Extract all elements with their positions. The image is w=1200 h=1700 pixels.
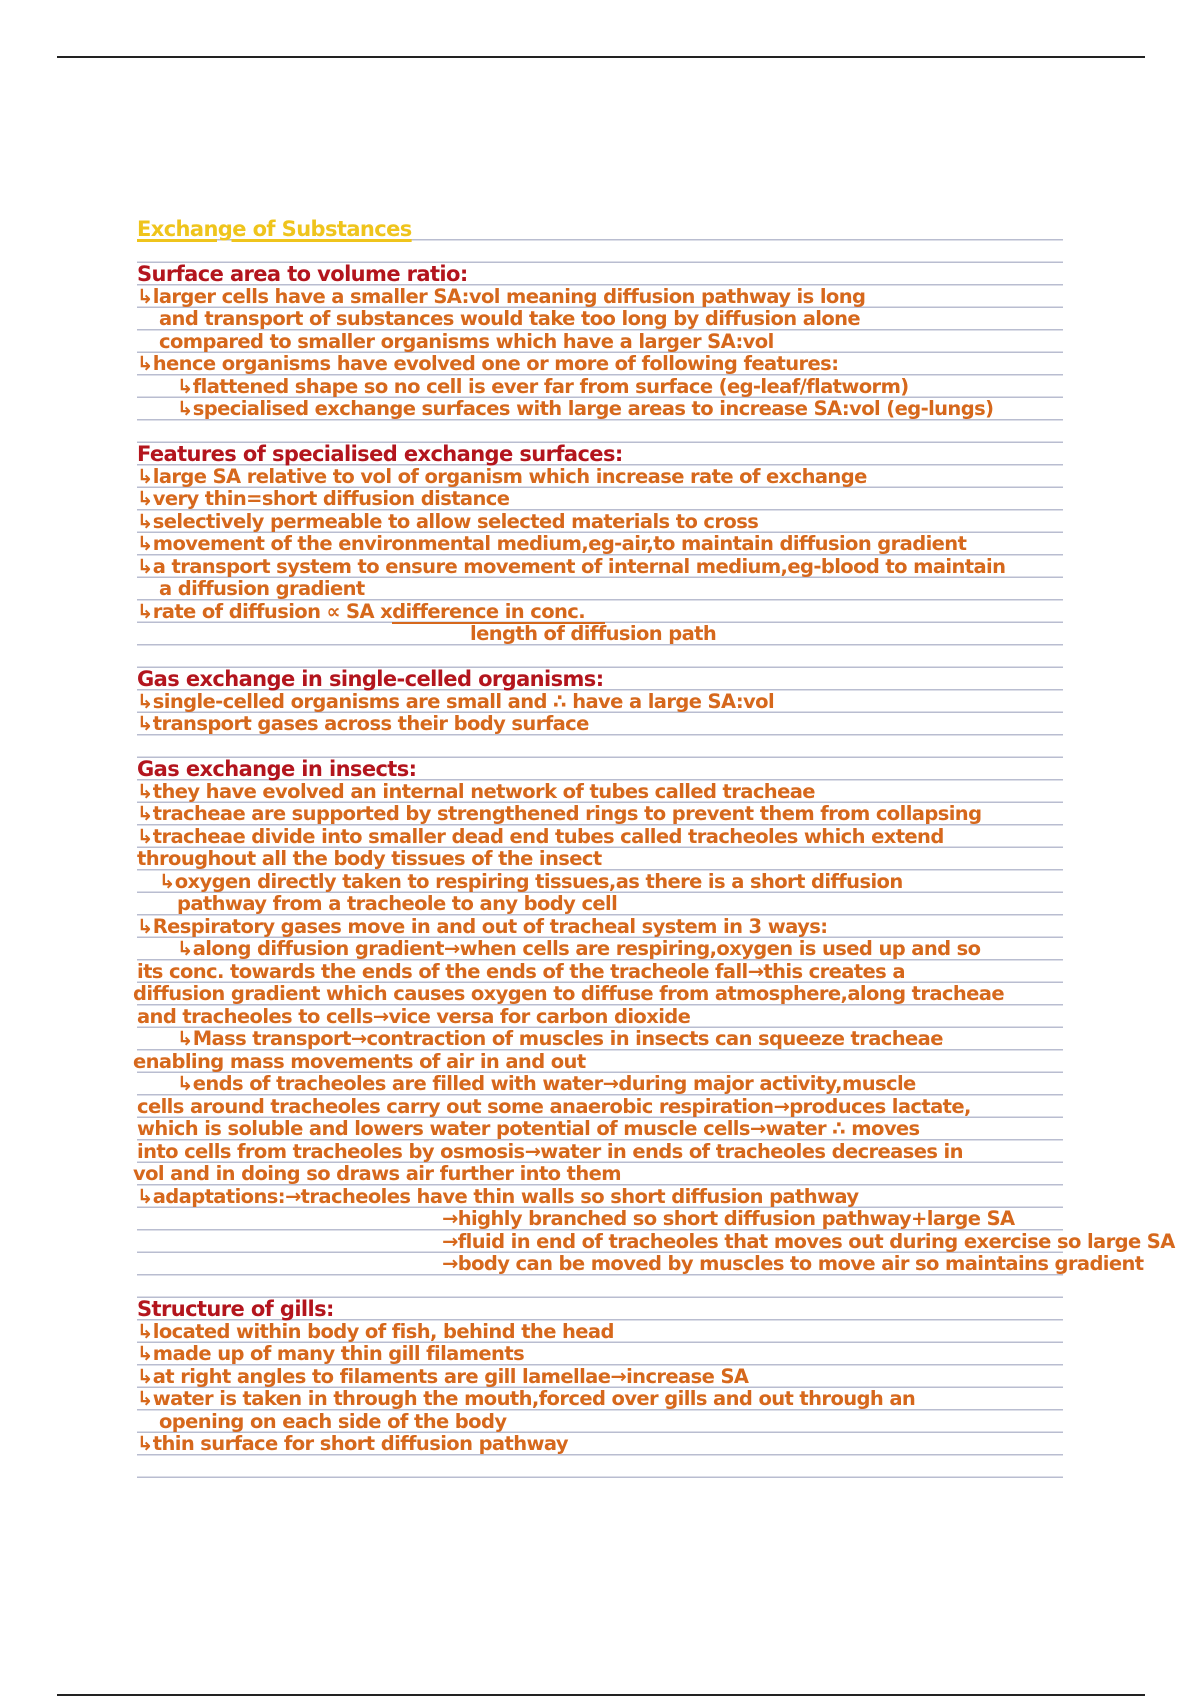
note-line: diffusion gradient which causes oxygen to diffuse from atmosphere,along tracheae	[133, 982, 1004, 1005]
note-line: →body can be moved by muscles to move air so maintains gradient	[442, 1252, 1144, 1275]
section-heading-sa-vol: Surface area to volume ratio:	[137, 262, 468, 286]
note-line: ↳a transport system to ensure movement of internal medium,eg-blood to maintain	[137, 554, 1006, 578]
note-line: ↳ends of tracheoles are filled with water→during major activity,muscle	[177, 1072, 916, 1095]
note-line: vol and in doing so draws air further into them	[133, 1162, 622, 1185]
section-heading-gills: Structure of gills:	[137, 1297, 334, 1321]
note-line: compared to smaller organisms which have a larger SA:vol	[159, 329, 774, 353]
blank-line	[137, 736, 1097, 759]
blank-line	[137, 1276, 1097, 1299]
note-line: ↳along diffusion gradient→when cells are respiring,oxygen is used up and so	[177, 937, 981, 960]
blank-line	[137, 421, 1097, 444]
formula-denominator: length of diffusion path	[470, 622, 717, 645]
formula-numerator-line	[137, 601, 1097, 624]
note-line: ↳larger cells have a smaller SA:vol meaning diffusion pathway is long	[137, 284, 866, 308]
note-line: ↳very thin=short diffusion distance	[137, 487, 510, 510]
note-line: →fluid in end of tracheoles that moves out during exercise so large SA	[442, 1229, 1175, 1253]
note-line: ↳Respiratory gases move in and out of tracheal system in 3 ways:	[137, 914, 828, 938]
formula-prefix: ↳rate of diffusion ∝ SA x	[137, 599, 393, 623]
note-line: ↳transport gases across their body surface	[137, 712, 589, 735]
note-line: ↳water is taken in through the mouth,forced over gills and out through an	[137, 1387, 916, 1410]
note-line: ↳at right angles to filaments are gill lamellae→increase SA	[137, 1364, 749, 1388]
note-line: ↳located within body of fish, behind the head	[137, 1319, 614, 1343]
note-line: ↳large SA relative to vol of organism which increase rate of exchange	[137, 464, 867, 488]
note-line: throughout all the body tissues of the insect	[137, 847, 602, 870]
note-line: ↳they have evolved an internal network of tubes called tracheae	[137, 779, 815, 803]
note-line: ↳Mass transport→contraction of muscles in insects can squeeze tracheae	[177, 1027, 943, 1050]
lined-notebook-page	[133, 217, 1175, 1482]
note-line: its conc. towards the ends of the ends of the tracheole fall→this creates a	[137, 959, 905, 983]
notes-content	[133, 217, 1175, 1456]
note-line: ↳oxygen directly taken to respiring tissues,as there is a short diffusion	[159, 869, 903, 893]
note-line: cells around tracheoles carry out some anaerobic respiration→produces lactate,	[137, 1094, 971, 1118]
blank-line	[137, 241, 1097, 264]
note-line: ↳single-celled organisms are small and ∴ have a large SA:vol	[137, 689, 775, 713]
note-line: ↳movement of the environmental medium,eg-air,to maintain diffusion gradient	[137, 532, 967, 555]
note-line: ↳selectively permeable to allow selected materials to cross	[137, 509, 759, 533]
page-title: Exchange of Substances	[137, 217, 412, 241]
note-line: ↳adaptations:→tracheoles have thin walls so short diffusion pathway	[137, 1184, 859, 1208]
note-line: enabling mass movements of air in and out	[133, 1049, 586, 1073]
section-heading-insects: Gas exchange in insects:	[137, 757, 417, 781]
note-line: and tracheoles to cells→vice versa for carbon dioxide	[137, 1004, 691, 1028]
note-line: and transport of substances would take too long by diffusion alone	[159, 307, 861, 330]
note-line: ↳tracheae divide into smaller dead end tubes called tracheoles which extend	[137, 824, 944, 848]
note-line: pathway from a tracheole to any body cell	[177, 892, 618, 915]
note-line: ↳tracheae are supported by strengthened rings to prevent them from collapsing	[137, 802, 982, 825]
note-line: ↳hence organisms have evolved one or more of following features:	[137, 352, 839, 375]
section-heading-exchange-surfaces: Features of specialised exchange surfaces:	[137, 442, 623, 466]
note-line: ↳flattened shape so no cell is ever far from surface (eg-leaf/flatworm)	[177, 374, 909, 398]
page-top-rule	[57, 56, 1145, 58]
section-heading-single-celled: Gas exchange in single-celled organisms:	[137, 667, 604, 691]
note-line: ↳made up of many thin gill filaments	[137, 1342, 525, 1365]
formula-numerator: difference in conc.	[392, 602, 605, 624]
note-line: ↳thin surface for short diffusion pathway	[137, 1432, 568, 1455]
blank-line	[137, 646, 1097, 669]
note-line: which is soluble and lowers water potential of muscle cells→water ∴ moves	[137, 1117, 920, 1140]
note-line: a diffusion gradient	[159, 577, 365, 600]
note-line: opening on each side of the body	[159, 1409, 507, 1433]
page-bottom-rule	[57, 1694, 1145, 1696]
note-line: ↳specialised exchange surfaces with large areas to increase SA:vol (eg-lungs)	[177, 397, 994, 420]
note-line: →highly branched so short diffusion pathway+large SA	[442, 1207, 1015, 1230]
note-line: into cells from tracheoles by osmosis→water in ends of tracheoles decreases in	[137, 1139, 963, 1163]
